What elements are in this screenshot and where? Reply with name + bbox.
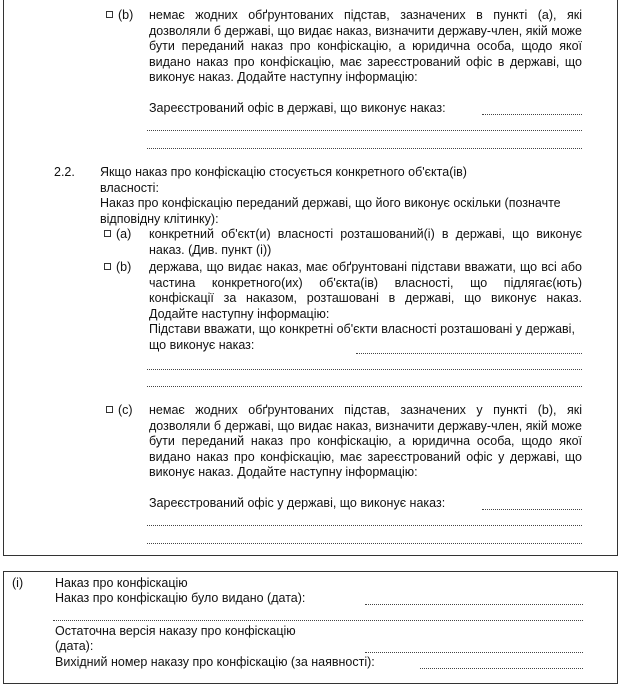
checkbox-square[interactable] [104, 230, 111, 237]
checkbox-square[interactable] [106, 406, 113, 413]
checkbox-b-top[interactable] [106, 8, 133, 24]
input-line[interactable] [147, 543, 582, 544]
section-intro: Наказ про конфіскацію переданий державі, що його виконує оскільки (позначте відповідну клітинку): [100, 196, 561, 226]
input-line[interactable] [147, 130, 582, 131]
field-label-final-date-2: (дата): [55, 639, 94, 653]
section-number: 2.2. [54, 165, 75, 179]
checkbox-square[interactable] [106, 11, 113, 18]
input-line[interactable] [482, 509, 582, 510]
checkbox-a[interactable] [104, 227, 131, 243]
section-i-label: (i) [12, 576, 24, 590]
field-label-issue-date: Наказ про конфіскацію було видано (дата): [55, 591, 306, 605]
option-c-text: немає жодних обґрунтованих підстав, зазначених у пункті (b), які дозволяли б державі, що видає наказ, визначити державу-член, якій може бути переданий наказ про конфіскацію, а юридична особа, щодо якої видано наказ про конфіскацію, має зареєстрований офіс у державі, що виконує наказ. Додайте наступну інформацію: [149, 403, 582, 480]
input-line[interactable] [365, 652, 583, 653]
input-line[interactable] [365, 604, 583, 605]
section-i-title: Наказ про конфіскацію [55, 576, 188, 590]
field-label-grounds: Підстави вважати, що конкретні об'єкти власності розташовані у державі, що виконує наказ: [149, 322, 575, 352]
option-label: (a) [116, 227, 132, 241]
field-label-registered-office: Зареєстрований офіс у державі, що виконує наказ: [149, 496, 446, 510]
checkbox-square[interactable] [104, 263, 111, 270]
option-label: (b) [116, 260, 132, 274]
input-line[interactable] [356, 353, 582, 354]
checkbox-b[interactable] [104, 260, 131, 276]
field-label-ref-number: Вихідний номер наказу про конфіскацію (за наявності): [55, 655, 375, 669]
field-label-registered-office: Зареєстрований офіс в державі, що виконує наказ: [149, 101, 446, 115]
section-heading: Якщо наказ про конфіскацію стосується конкретного об'єкта(ів) власності: [100, 165, 467, 195]
input-line[interactable] [53, 620, 583, 621]
option-b-text: держава, що видає наказ, має обґрунтовані підстави вважати, що всі або частина конкретного(их) об'єкта(ів) власності, що підлягає(ють) конфіскації за наказом, розташовані в державі, що виконує наказ. Додайте наступну інформацію: [149, 260, 582, 321]
checkbox-c[interactable] [106, 403, 133, 419]
option-label: (c) [118, 403, 133, 417]
input-line[interactable] [147, 386, 582, 387]
input-line[interactable] [147, 525, 582, 526]
option-label: (b) [118, 8, 134, 22]
input-line[interactable] [482, 114, 582, 115]
option-a-text: конкретний об'єкт(и) власності розташований(і) в державі, що виконує наказ. (Див. пункт (i)) [149, 227, 582, 257]
input-line[interactable] [420, 668, 583, 669]
input-line[interactable] [147, 148, 582, 149]
option-b-text: немає жодних обґрунтованих підстав, зазначених в пункті (a), які дозволяли б державі, що видає наказ, визначити державу-член, якій може бути переданий наказ про конфіскацію, а юридична особа, щодо якої видано наказ про конфіскацію, має зареєстрований офіс в державі, що виконує наказ. Додайте наступну інформацію: [149, 8, 582, 85]
field-label-final-date: Остаточна версія наказу про конфіскацію [55, 624, 296, 638]
input-line[interactable] [147, 369, 582, 370]
